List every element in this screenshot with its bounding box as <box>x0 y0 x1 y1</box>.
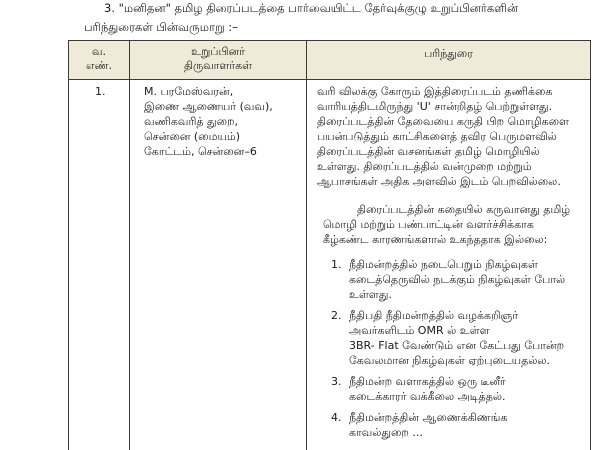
intro-line-2: பரிந்துரைகள் பின்வருமாறு :– <box>84 20 238 34</box>
list-item-number: 1. <box>331 258 342 271</box>
serial-header-line-1: வ. <box>91 45 107 58</box>
list-item-line: நீதிமன்ற வளாகத்தில் ஒரு டீனீர் <box>349 375 506 388</box>
list-item-number: 2. <box>331 309 342 322</box>
recommendation-paragraph-2 <box>317 202 582 247</box>
list-item-line: கடைத்தெருவில் நடக்கும் நிகழ்வுகள் போல் <box>349 273 566 286</box>
recommendation-table <box>68 40 591 450</box>
list-item-line: 3BR- Flat வேண்டும் என கேட்பது போன்ற <box>349 339 565 352</box>
list-item-line: உள்ளது. <box>349 288 392 301</box>
member-line: சென்னை (மையம்) <box>144 130 241 143</box>
member-cell <box>130 80 307 450</box>
list-item-line: நீதிபதி நீதிமன்றத்தில் வழக்கறிஞர் <box>349 309 519 322</box>
paragraph-line: ஆபாசங்கள் அதிக அளவில் இடம் பெறவில்லை. <box>317 175 561 188</box>
recommendation-paragraph-1 <box>317 84 582 189</box>
paragraph-line: திரைப்படத்தின் கதையில் கருவானது தமிழ் <box>357 203 571 216</box>
list-item-number: 4. <box>331 411 342 424</box>
list-item <box>317 308 582 368</box>
paragraph-line: உள்ளது. திரைப்படத்தில் வன்முறை மற்றும் <box>317 160 532 173</box>
member-line: வணிகவரித் துறை, <box>144 115 238 128</box>
list-item-line: காவல்துறை ... <box>349 426 423 439</box>
serial-number: 1. <box>95 85 106 98</box>
paragraph-line: திரைப்படத்தின் வசனங்கள் தமிழ் மொழியில் <box>317 145 540 158</box>
table-row <box>69 80 591 450</box>
paragraph-line: வாரியத்திடமிருந்து 'U' சான்றிதழ் பெற்றுள்ளது. <box>317 100 553 113</box>
paragraph-line: கீழ்கண்ட காரணங்களால் உகந்ததாக இல்லை: <box>323 233 548 246</box>
serial-cell <box>69 80 130 450</box>
intro-line-1: 3. "மனிதன" தமிழ திரைப்படத்தை பார்வையிட்ட தேர்வுக்குழு உறுப்பினர்களின் <box>104 1 519 15</box>
paragraph-line: வரி விலக்கு கோரும் இத்திரைப்படம் தணிக்கை <box>317 85 553 98</box>
member-line: இணை ஆணையர் (வவ), <box>144 100 273 113</box>
paragraph-line: பயன்படுத்தும் காட்சிகளைத் தவிர பெருமளவில் <box>317 130 557 143</box>
recommendation-header-label: பரிந்துரை <box>424 47 473 60</box>
list-item <box>317 374 582 404</box>
serial-header-line-2: எண். <box>85 59 113 72</box>
list-item <box>317 410 582 440</box>
member-header <box>130 41 307 80</box>
list-item-line: கடைக்காரர் வக்கீலை அடித்தல். <box>349 390 506 403</box>
member-header-line-2: திருவாளர்கள் <box>183 59 253 72</box>
paragraph-line: திரைப்படத்தின் தேவையை கருதி பிற மொழிகளை <box>317 115 569 128</box>
recommendation-header <box>307 41 591 80</box>
recommendation-cell <box>307 80 591 450</box>
list-item-line: அவர்களிடம் OMR ல் உள்ள <box>349 324 490 337</box>
list-item-line: கேவலமான நிகழ்வுகள் ஏற்புடையதல்ல. <box>349 354 551 367</box>
serial-header <box>69 41 130 80</box>
member-header-line-1: உறுப்பினர் <box>191 45 245 58</box>
member-line: M. பரமேஸ்வரன், <box>144 85 234 98</box>
list-item-number: 3. <box>331 375 342 388</box>
list-item-line: நீதிமன்றத்தில் நடைபெறும் நிகழ்வுகள் <box>349 258 538 271</box>
paragraph-line: மொழி மற்றும் பண்பாட்டின் வளர்ச்சிக்காக <box>323 218 534 231</box>
list-item-line: நீதிமன்றத்தின் ஆணைக்கிணங்க <box>349 411 508 424</box>
member-line: கோட்டம், சென்னை–6 <box>144 145 257 158</box>
table-header-row <box>69 41 591 80</box>
list-item <box>317 257 582 302</box>
reasons-list <box>317 257 582 440</box>
